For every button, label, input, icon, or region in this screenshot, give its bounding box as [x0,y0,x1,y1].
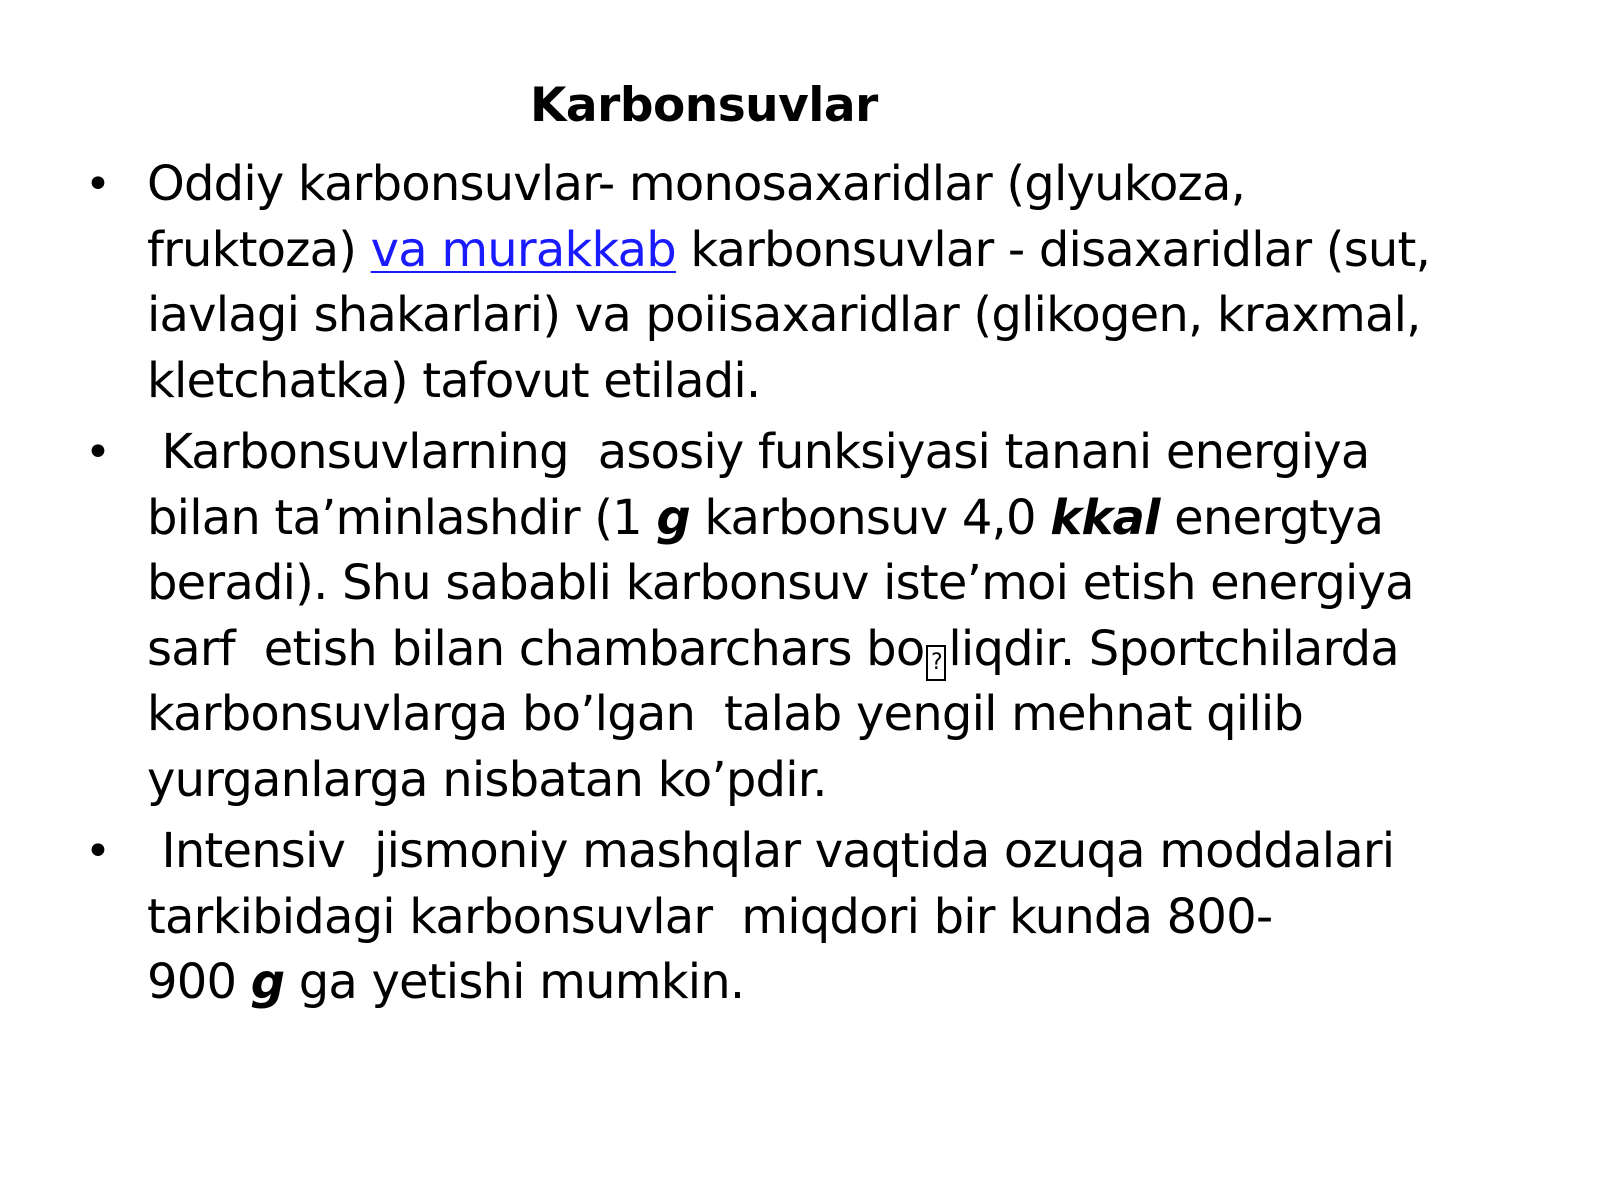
bullet-2-line-2 [147,486,1520,552]
bullet-2-text: energtya [1159,489,1384,546]
murakkab-link[interactable]: va murakkab [370,221,676,278]
bullet-2-text: bilan ta’minlashdir (1 [147,489,657,546]
bullet-2-text: sarf etish bilan chambarchars bo [147,620,925,677]
bullet-list [80,152,1520,1022]
bullet-3-text: 900 [147,954,251,1010]
bullet-2-line-4 [147,617,1520,683]
bullet-item-2 [80,420,1520,813]
bullet-3-line-1: Intensiv jismoniy mashqlar vaqtida ozuqa moddalari [147,823,1395,879]
bullet-1-line-2 [147,218,1520,284]
bullet-item-3 [80,819,1520,1016]
bullet-3-text: ga yetishi mumkin. [284,954,745,1010]
unit-gram: g [656,489,690,546]
bullet-2-line-1: Karbonsuvlarning asosiy funksiyasi tanani energiya [147,424,1370,480]
bullet-2-line-5: karbonsuvlarga bo’lgan talab yengil mehnat qilib [147,686,1304,742]
bullet-3-line-2: tarkibidagi karbonsuvlar miqdori bir kunda 800- [147,888,1273,945]
bullet-dot-icon: • [85,159,111,210]
bullet-2-text: liqdir. Sportchilarda [948,620,1399,677]
bullet-1-text: karbonsuvlar - disaxaridlar (sut, [675,221,1431,278]
bullet-2-line-6: yurganlarga nisbatan ko’pdir. [147,751,827,808]
bullet-dot-icon: • [85,826,111,877]
bullet-1-line-3: iavlagi shakarlari) va poiisaxaridlar (glikogen, kraxmal, [147,287,1421,343]
bullet-dot-icon: • [85,427,111,478]
bullet-1-line-4: kletchatka) tafovut etiladi. [147,352,761,409]
bullet-3-line-3 [147,950,1520,1016]
bullet-item-1 [80,152,1520,414]
bullet-1-text: fruktoza) [147,221,371,278]
missing-glyph-box: ? [926,645,946,681]
bullet-2-line-3: beradi). Shu sababli karbonsuv iste’moi etish energiya [147,555,1414,611]
slide-title: Karbonsuvlar [530,78,878,133]
unit-kkal: kkal [1050,489,1160,546]
bullet-2-text: karbonsuv 4,0 [689,489,1051,546]
bullet-1-line-1: Oddiy karbonsuvlar- monosaxaridlar (glyukoza, [147,156,1246,212]
unit-gram: g [250,954,285,1010]
